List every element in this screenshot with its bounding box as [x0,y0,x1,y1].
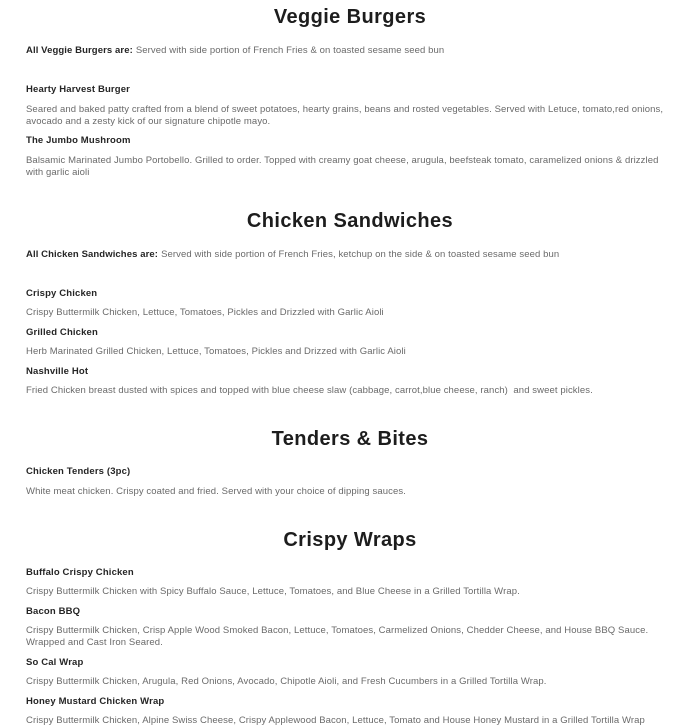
menu-item-name: Honey Mustard Chicken Wrap [26,696,674,708]
menu-item-description: Seared and baked patty crafted from a blend of sweet potatoes, hearty grains, beans and rosted vegetables. Served with Letuce, tomato,red onions, avocado and a zesty kick of our signature chipotle mayo. [26,104,674,128]
section-title: Veggie Burgers [26,5,674,29]
section-title: Crispy Wraps [26,528,674,552]
menu-item-name: Crispy Chicken [26,288,674,300]
menu-item-description: Herb Marinated Grilled Chicken, Lettuce, Tomatoes, Pickles and Drizzed with Garlic Aioli [26,346,674,358]
menu-item-name: Buffalo Crispy Chicken [26,567,674,579]
menu-item [26,327,674,359]
menu-section [26,209,674,398]
menu-item-description: Crispy Buttermilk Chicken, Alpine Swiss Cheese, Crispy Applewood Bacon, Lettuce, Tomato and House Honey Mustard in a Grilled Tortilla Wrap [26,715,674,727]
menu-item-description: Balsamic Marinated Jumbo Portobello. Grilled to order. Topped with creamy goat cheese, arugula, beefsteak tomato, caramelized onions & drizzled with garlic aioli [26,155,674,179]
section-note-text: Served with side portion of French Fries, ketchup on the side & on toasted sesame seed bun [161,249,559,260]
menu-item [26,567,674,599]
menu-item-description: Fried Chicken breast dusted with spices and topped with blue cheese slaw (cabbage, carrot,blue cheese, ranch) and sweet pickles. [26,385,674,397]
menu-section [26,5,674,179]
menu-item [26,366,674,398]
menu-item-name: The Jumbo Mushroom [26,135,674,147]
menu-item-description: White meat chicken. Crispy coated and fried. Served with your choice of dipping sauces. [26,486,674,498]
section-title: Chicken Sandwiches [26,209,674,233]
menu-item [26,657,674,689]
menu-section [26,528,674,727]
menu-item [26,135,674,179]
menu-items-list [26,288,674,398]
section-note [26,249,674,261]
menu-item [26,466,674,498]
menu-item-description: Crispy Buttermilk Chicken, Lettuce, Tomatoes, Pickles and Drizzled with Garlic Aioli [26,307,674,319]
menu-item-name: Chicken Tenders (3pc) [26,466,674,478]
menu-items-list [26,567,674,727]
menu-section [26,427,674,498]
menu-item-name: Nashville Hot [26,366,674,378]
menu-item [26,288,674,320]
menu-item-name: Grilled Chicken [26,327,674,339]
menu-item [26,84,674,128]
section-note-label: All Chicken Sandwiches are: [26,249,158,260]
section-title: Tenders & Bites [26,427,674,451]
menu-item [26,606,674,650]
menu-item-name: Bacon BBQ [26,606,674,618]
menu-item-description: Crispy Buttermilk Chicken, Arugula, Red Onions, Avocado, Chipotle Aioli, and Fresh Cucumbers in a Grilled Tortilla Wrap. [26,676,674,688]
section-note [26,45,674,57]
menu-item-name: So Cal Wrap [26,657,674,669]
menu-item-name: Hearty Harvest Burger [26,84,674,96]
section-note-text: Served with side portion of French Fries & on toasted sesame seed bun [136,45,444,56]
menu-item [26,696,674,727]
menu-items-list [26,466,674,498]
menu-item-description: Crispy Buttermilk Chicken, Crisp Apple Wood Smoked Bacon, Lettuce, Tomatoes, Carmelized Onions, Chedder Cheese, and House BBQ Sauce. Wrapped and Cast Iron Seared. [26,625,674,649]
section-note-label: All Veggie Burgers are: [26,45,133,56]
menu-items-list [26,84,674,179]
menu-item-description: Crispy Buttermilk Chicken with Spicy Buffalo Sauce, Lettuce, Tomatoes, and Blue Cheese in a Grilled Tortilla Wrap. [26,586,674,598]
